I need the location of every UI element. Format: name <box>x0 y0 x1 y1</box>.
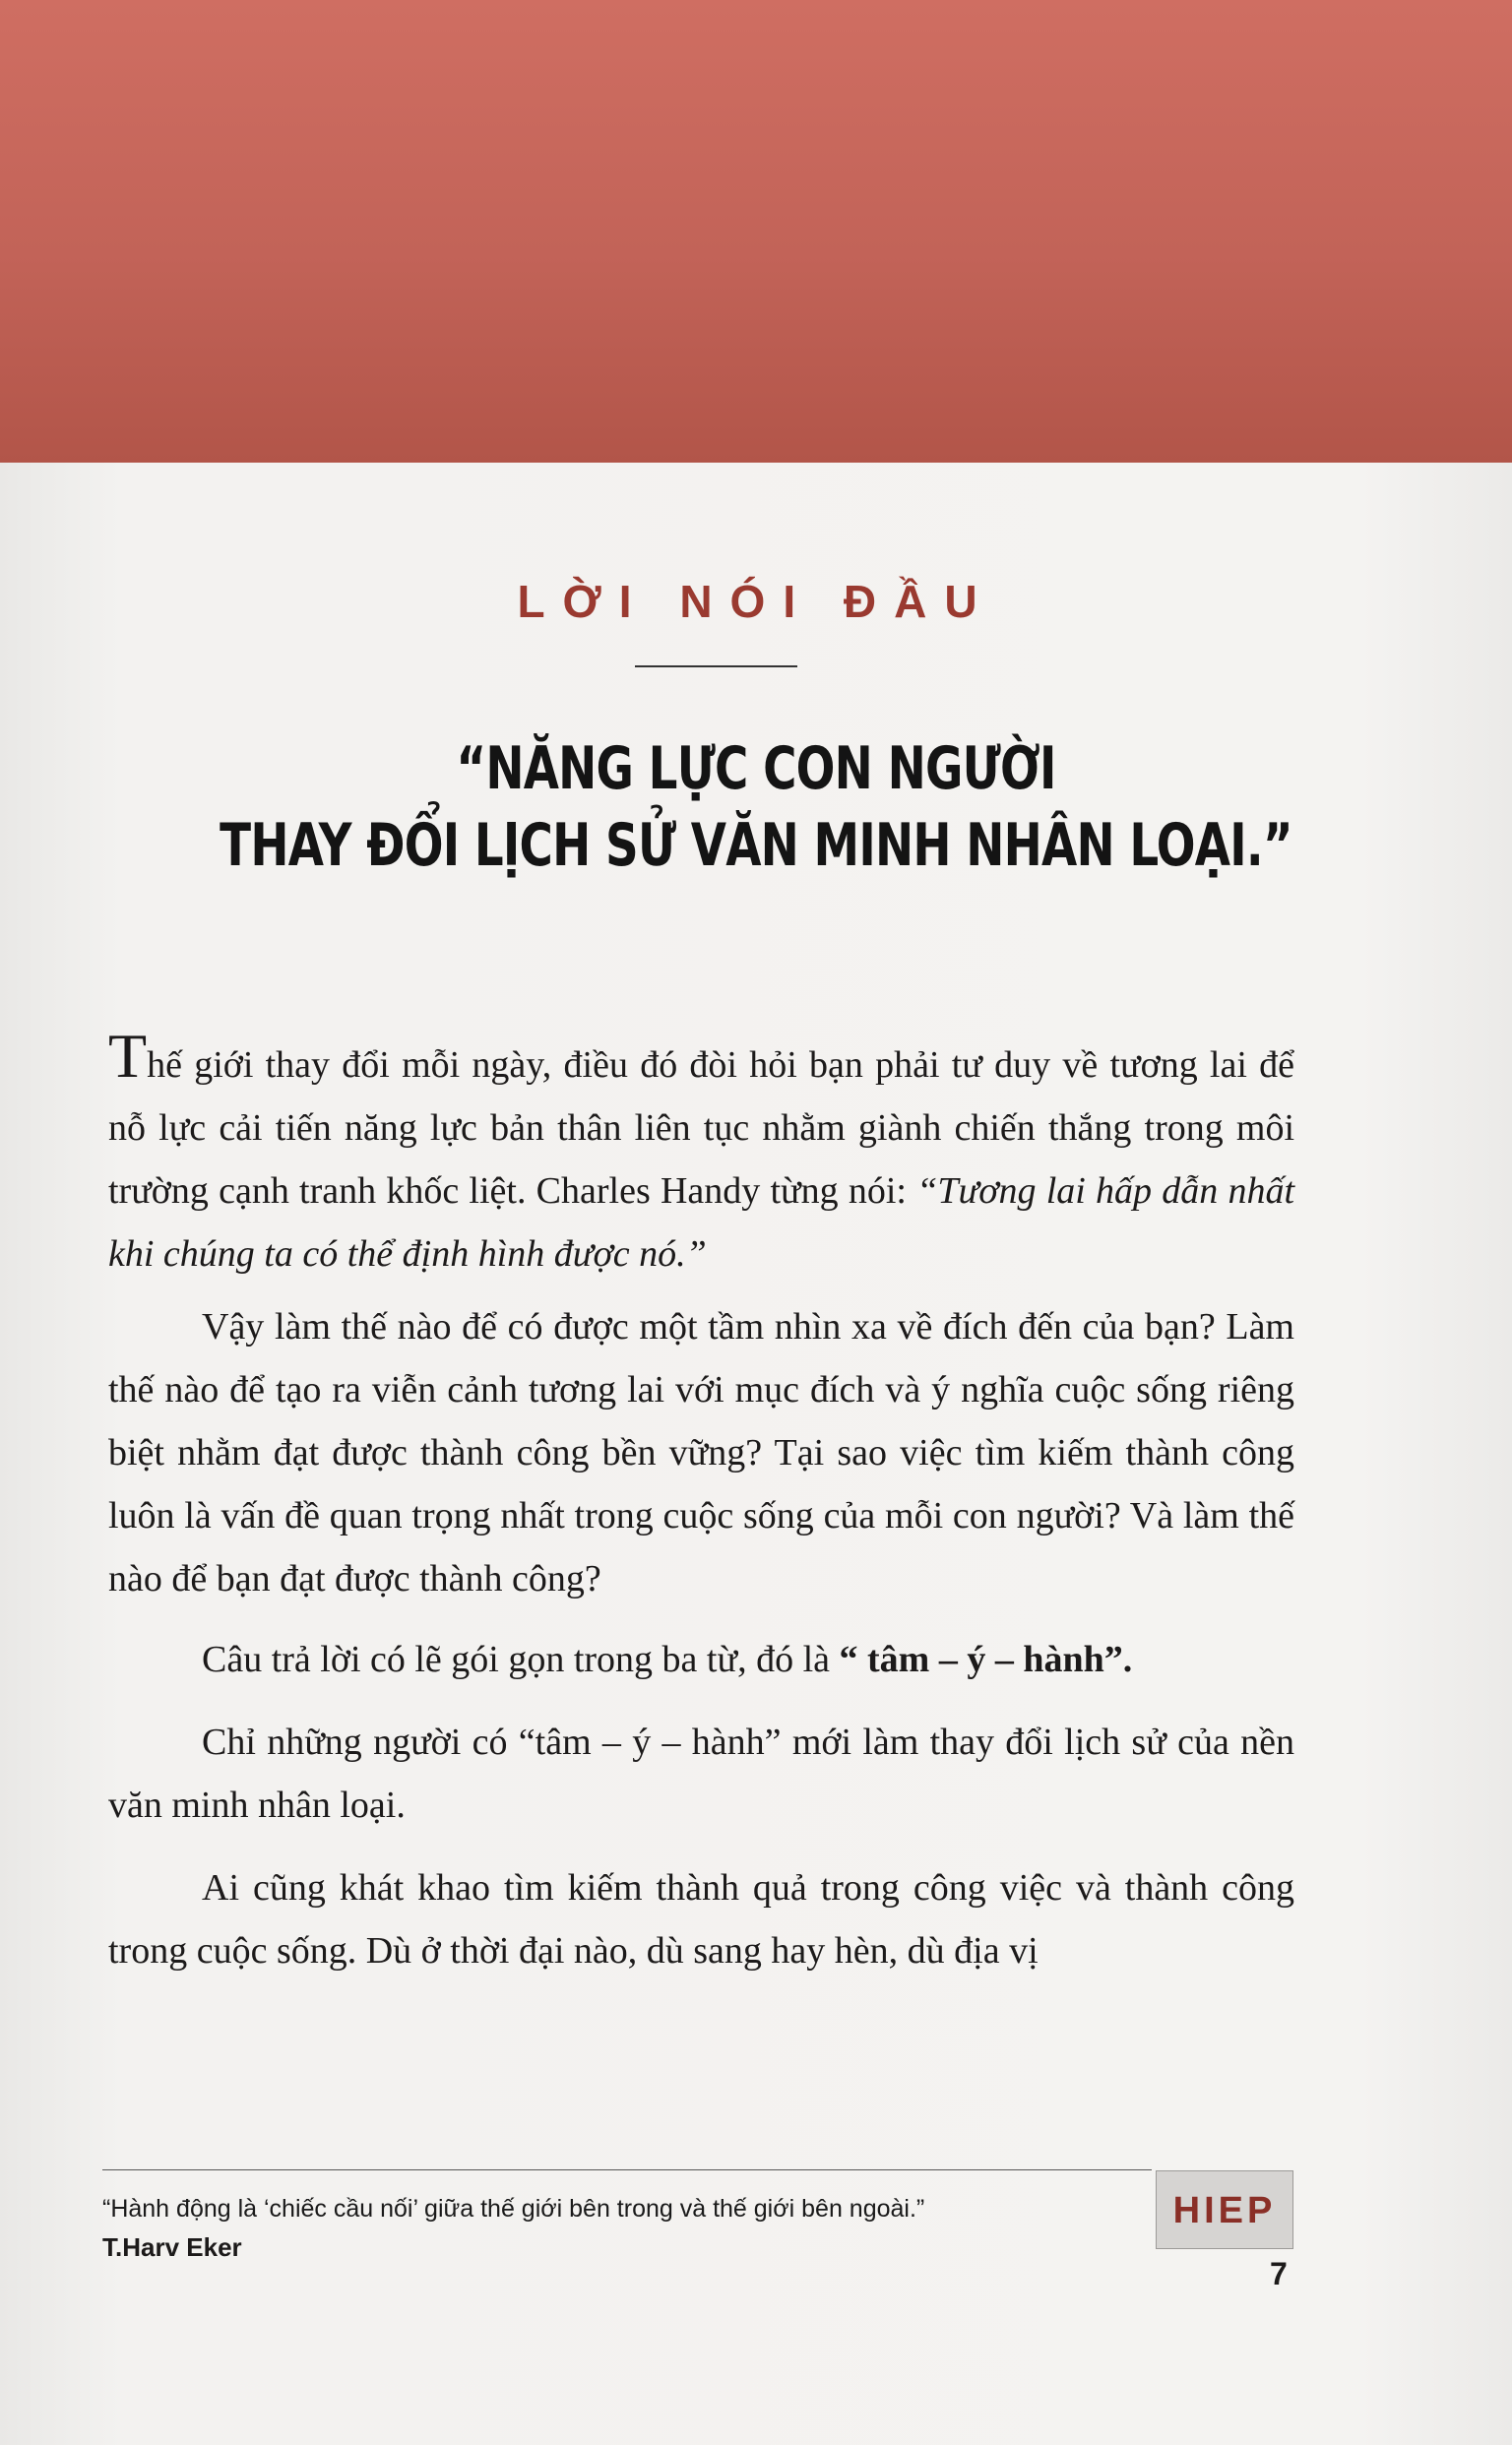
paragraph-1-quote: “Tương lai hấp dẫn nhất khi chúng ta có thể định hình được nó.” <box>108 1170 1295 1275</box>
title-underline <box>635 665 797 667</box>
headline-quote <box>166 730 1346 884</box>
paragraph-1-text: hế giới thay đổi mỗi ngày, điều đó đòi hỏi bạn phải tư duy về tương lai để nỗ lực cải tiến năng lực bản thân liên tục nhằm giành chiến thắng trong môi trường cạnh tranh khốc liệt. Charles Handy từng nói: <box>108 1044 1294 1212</box>
header-color-band <box>0 0 1512 463</box>
paragraph-1 <box>108 1021 1295 1285</box>
drop-cap: T <box>108 1021 148 1091</box>
paragraph-5: Ai cũng khát khao tìm kiếm thành quả trong công việc và thành công trong cuộc sống. Dù ở thời đại nào, dù sang hay hèn, dù địa vị <box>108 1867 1294 1972</box>
headline-line-1: “NĂNG LỰC CON NGƯỜI <box>456 734 1056 803</box>
paragraph-2: Vậy làm thế nào để có được một tầm nhìn xa về đích đến của bạn? Làm thế nào để tạo ra viễn cảnh tương lai với mục đích và ý nghĩa cuộc sống riêng biệt nhằm đạt được thành công bền vững? Tại sao việc tìm kiếm thành công luôn là vấn đề quan trọng nhất trong cuộc sống của mỗi con người? Và làm thế nào để bạn đạt được thành công? <box>108 1306 1294 1599</box>
paragraph-3-bold: “ tâm – ý – hành”. <box>839 1639 1133 1680</box>
publisher-logo: HIEP <box>1156 2170 1293 2249</box>
footer-divider <box>102 2169 1152 2170</box>
paragraph-3-text: Câu trả lời có lẽ gói gọn trong ba từ, đó là <box>202 1639 840 1680</box>
footer-author: T.Harv Eker <box>102 2232 242 2262</box>
body-text <box>108 1021 1295 1982</box>
paragraph-3 <box>108 1628 1294 1691</box>
paragraph-4: Chỉ những người có “tâm – ý – hành” mới làm thay đổi lịch sử của nền văn minh nhân loại. <box>108 1722 1294 1826</box>
headline-line-2: THAY ĐỔI LỊCH SỬ VĂN MINH NHÂN LOẠI.” <box>220 811 1292 880</box>
footer-quote: “Hành động là ‘chiếc cầu nối’ giữa thế giới bên trong và thế giới bên ngoài.” <box>102 2195 925 2223</box>
chapter-title: LỜI NÓI ĐẦU <box>517 576 995 627</box>
page-number: 7 <box>1270 2256 1288 2291</box>
